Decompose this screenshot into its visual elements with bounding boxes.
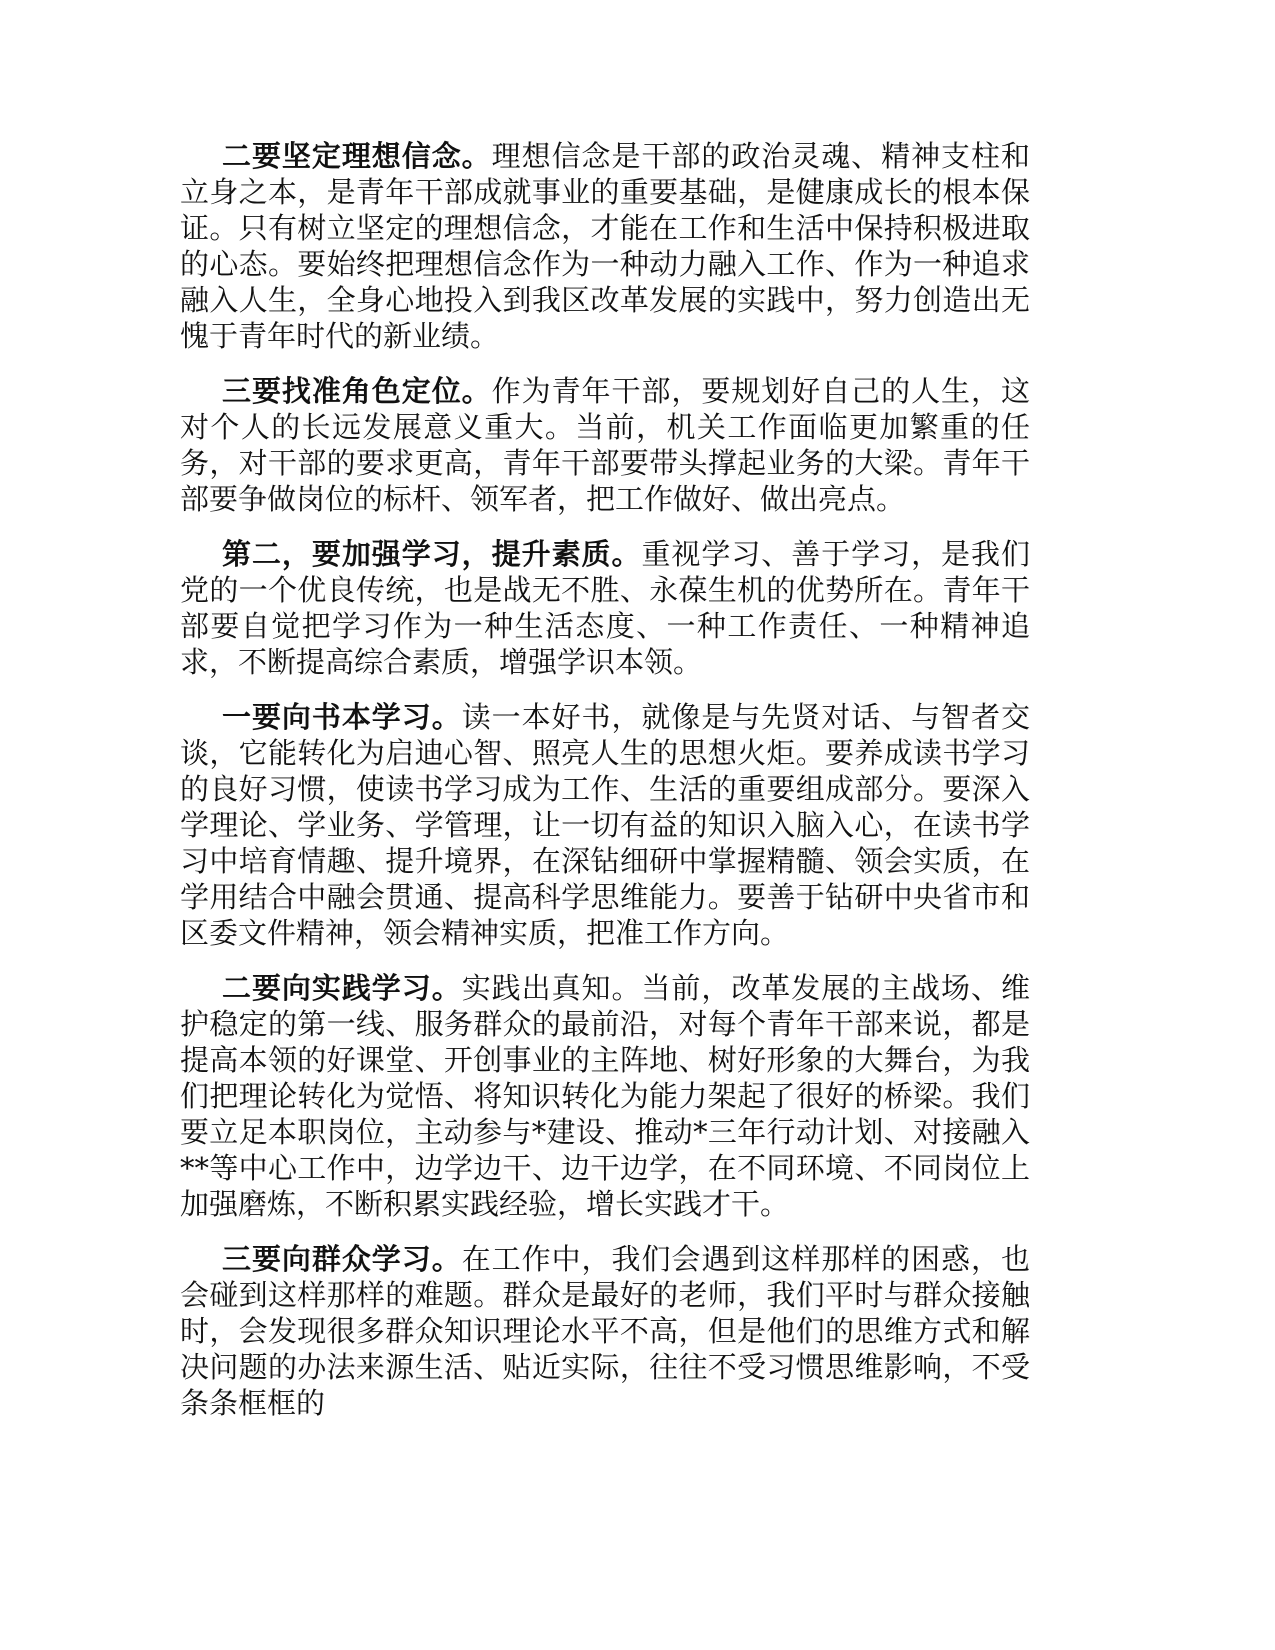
paragraph-books [180, 699, 1030, 951]
paragraph-heading: 三要向群众学习。 [222, 1242, 462, 1276]
paragraph-text: 在工作中，我们会遇到这样那样的困惑，也会碰到这样那样的难题。群众是最好的老师，我们平时与群众接触时，会发现很多群众知识理论水平不高，但是他们的思维方式和解决问题的办法来源生活、贴近实际，往往不受习惯思维影响，不受条条框框的 [180, 1242, 1030, 1420]
paragraph-heading: 三要找准角色定位。 [222, 374, 492, 408]
paragraph-role [180, 373, 1030, 517]
paragraph-study [180, 536, 1030, 680]
paragraph-masses [180, 1241, 1030, 1421]
paragraph-practice [180, 970, 1030, 1222]
paragraph-text: 实践出真知。当前，改革发展的主战场、维护稳定的第一线、服务群众的最前沿，对每个青年干部来说，都是提高本领的好课堂、开创事业的主阵地、树好形象的大舞台，为我们把理论转化为觉悟、将知识转化为能力架起了很好的桥梁。我们要立足本职岗位，主动参与*建设、推动*三年行动计划、对接融入**等中心工作中，边学边干、边干边学，在不同环境、不同岗位上加强磨炼，不断积累实践经验，增长实践才干。 [180, 971, 1030, 1221]
paragraph-heading: 第二，要加强学习，提升素质。 [222, 537, 642, 571]
paragraph-heading: 一要向书本学习。 [222, 700, 462, 734]
document-body [180, 138, 1030, 1440]
paragraph-heading: 二要向实践学习。 [222, 971, 462, 1005]
paragraph-heading: 二要坚定理想信念。 [222, 139, 492, 173]
paragraph-text: 读一本好书，就像是与先贤对话、与智者交谈，它能转化为启迪心智、照亮人生的思想火炬。要养成读书学习的良好习惯，使读书学习成为工作、生活的重要组成部分。要深入学理论、学业务、学管理，让一切有益的知识入脑入心，在读书学习中培育情趣、提升境界，在深钻细研中掌握精髓、领会实质，在学用结合中融会贯通、提高科学思维能力。要善于钻研中央省市和区委文件精神，领会精神实质，把准工作方向。 [180, 700, 1030, 950]
paragraph-text: 理想信念是干部的政治灵魂、精神支柱和立身之本，是青年干部成就事业的重要基础，是健康成长的根本保证。只有树立坚定的理想信念，才能在工作和生活中保持积极进取的心态。要始终把理想信念作为一种动力融入工作、作为一种追求融入人生，全身心地投入到我区改革发展的实践中，努力创造出无愧于青年时代的新业绩。 [180, 139, 1030, 353]
paragraph-text: 作为青年干部，要规划好自己的人生，这对个人的长远发展意义重大。当前，机关工作面临更加繁重的任务，对干部的要求更高，青年干部要带头撑起业务的大梁。青年干部要争做岗位的标杆、领军者，把工作做好、做出亮点。 [180, 374, 1030, 516]
paragraph-text: 重视学习、善于学习，是我们党的一个优良传统，也是战无不胜、永葆生机的优势所在。青年干部要自觉把学习作为一种生活态度、一种工作责任、一种精神追求，不断提高综合素质，增强学识本领。 [180, 537, 1030, 679]
paragraph-ideals [180, 138, 1030, 354]
